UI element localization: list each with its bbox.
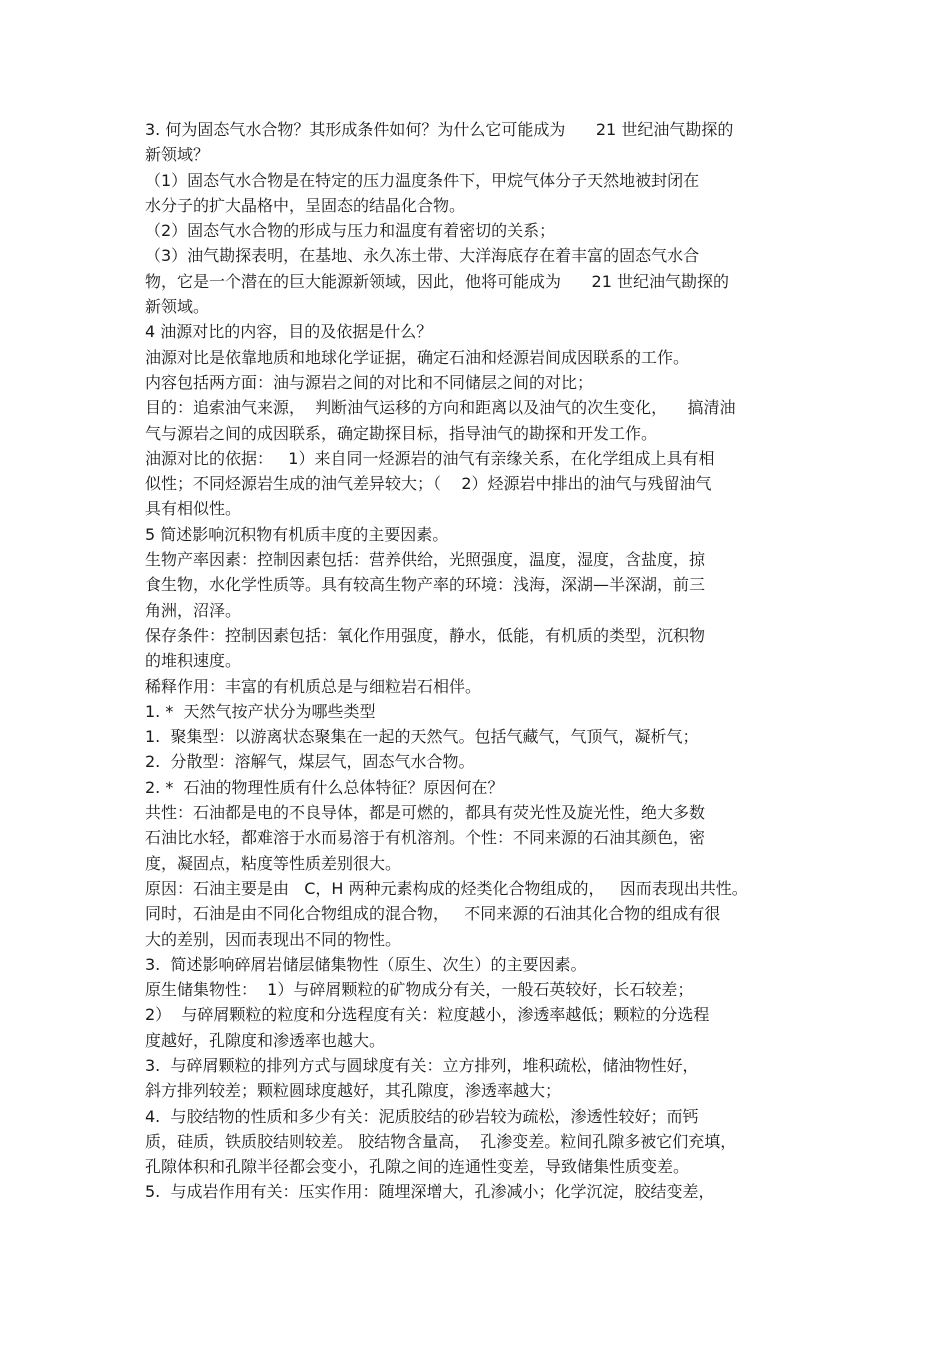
text-line: 2） 与碎屑颗粒的粒度和分选程度有关：粒度越小，渗透率越低；颗粒的分选程	[145, 1005, 710, 1025]
text-line: 内容包括两方面：油与源岩之间的对比和不同储层之间的对比；	[145, 372, 594, 392]
text-line: 油源对比的依据： 1）来自同一烃源岩的油气有亲缘关系，在化学组成上具有相	[145, 448, 715, 468]
text-line: 稀释作用：丰富的有机质总是与细粒岩石相伴。	[145, 676, 482, 696]
text-line: 食生物，水化学性质等。具有较高生物产率的环境：浅海，深湖—半深湖，前三	[145, 575, 706, 595]
text-line: 3. 与碎屑颗粒的排列方式与圆球度有关：立方排列，堆积疏松，储油物性好，	[145, 1055, 699, 1075]
text-line: 度越好，孔隙度和渗透率也越大。	[145, 1030, 386, 1050]
text-line: 石油比水轻，都难溶于水而易溶于有机溶剂。个性：不同来源的石油其颜色，密	[145, 828, 706, 848]
text-line: 具有相似性。	[145, 499, 242, 519]
text-line: 度，凝固点，粘度等性质差别很大。	[145, 853, 402, 873]
text-line: 的堆积速度。	[145, 651, 242, 671]
text-line: 保存条件：控制因素包括：氧化作用强度，静水，低能，有机质的类型，沉积物	[145, 625, 706, 645]
text-line: （3）油气勘探表明，在基地、永久冻土带、大洋海底存在着丰富的固态气水合	[145, 246, 700, 266]
text-line: （2）固态气水合物的形成与压力和温度有着密切的关系；	[145, 221, 556, 241]
text-line: 3. 简述影响碎屑岩储层储集物性（原生、次生）的主要因素。	[145, 954, 587, 974]
text-line: 5. 与成岩作用有关：压实作用：随埋深增大，孔渗减小；化学沉淀，胶结变差，	[145, 1182, 715, 1202]
text-line: 原生储集物性： 1）与碎屑颗粒的矿物成分有关，一般石英较好，长石较差；	[145, 980, 694, 1000]
text-line: 新领域。	[145, 297, 210, 317]
text-line: 5 简述影响沉积物有机质丰度的主要因素。	[145, 524, 449, 544]
text-line: 斜方排列较差；颗粒圆球度越好，其孔隙度，渗透率越大；	[145, 1081, 562, 1101]
text-line: 共性：石油都是电的不良导体，都是可燃的，都具有荧光性及旋光性，绝大多数	[145, 803, 706, 823]
text-line: 1. * 天然气按产状分为哪些类型	[145, 701, 376, 721]
text-line: 似性；不同烃源岩生成的油气差异较大；（ 2）烃源岩中排出的油气与残留油气	[145, 474, 712, 494]
text-line: 2. * 石油的物理性质有什么总体特征？原因何在？	[145, 777, 504, 797]
text-line: 目的：追索油气来源， 判断油气运移的方向和距离以及油气的次生变化， 搞清油	[145, 398, 736, 418]
text-line: 4 油源对比的内容，目的及依据是什么？	[145, 322, 433, 342]
text-line: 同时，石油是由不同化合物组成的混合物， 不同来源的石油其化合物的组成有很	[145, 904, 721, 924]
text-line: 原因：石油主要是由 C，H 两种元素构成的烃类化合物组成的， 因而表现出共性。	[145, 878, 748, 898]
text-line: （1）固态气水合物是在特定的压力温度条件下，甲烷气体分子天然地被封闭在	[145, 170, 700, 190]
text-line: 生物产率因素：控制因素包括：营养供给，光照强度，温度，湿度，含盐度，掠	[145, 550, 706, 570]
text-line: 物，它是一个潜在的巨大能源新领域，因此，他将可能成为 21 世纪油气勘探的	[145, 271, 729, 291]
text-line: 4. 与胶结物的性质和多少有关：泥质胶结的砂岩较为疏松，渗透性较好；而钙	[145, 1106, 699, 1126]
text-line: 质，硅质，铁质胶结则较差。 胶结物含量高， 孔渗变差。粒间孔隙多被它们充填，	[145, 1131, 737, 1151]
text-line: 水分子的扩大晶格中，呈固态的结晶化合物。	[145, 195, 466, 215]
text-line: 新领域？	[145, 145, 210, 165]
text-line: 3. 何为固态气水合物？其形成条件如何？为什么它可能成为 21 世纪油气勘探的	[145, 120, 734, 139]
text-line: 油源对比是依靠地质和地球化学证据，确定石油和烃源岩间成因联系的工作。	[145, 347, 690, 367]
text-line: 孔隙体积和孔隙半径都会变小，孔隙之间的连通性变差，导致储集性质变差。	[145, 1157, 690, 1177]
text-line: 大的差别，因而表现出不同的物性。	[145, 929, 402, 949]
text-line: 2. 分散型：溶解气，煤层气，固态气水合物。	[145, 752, 475, 772]
document-body	[145, 117, 815, 1205]
text-line: 1. 聚集型：以游离状态聚集在一起的天然气。包括气藏气，气顶气，凝析气；	[145, 727, 699, 747]
text-line: 角洲，沼泽。	[145, 600, 242, 620]
text-line: 气与源岩之间的成因联系，确定勘探目标，指导油气的勘探和开发工作。	[145, 423, 658, 443]
